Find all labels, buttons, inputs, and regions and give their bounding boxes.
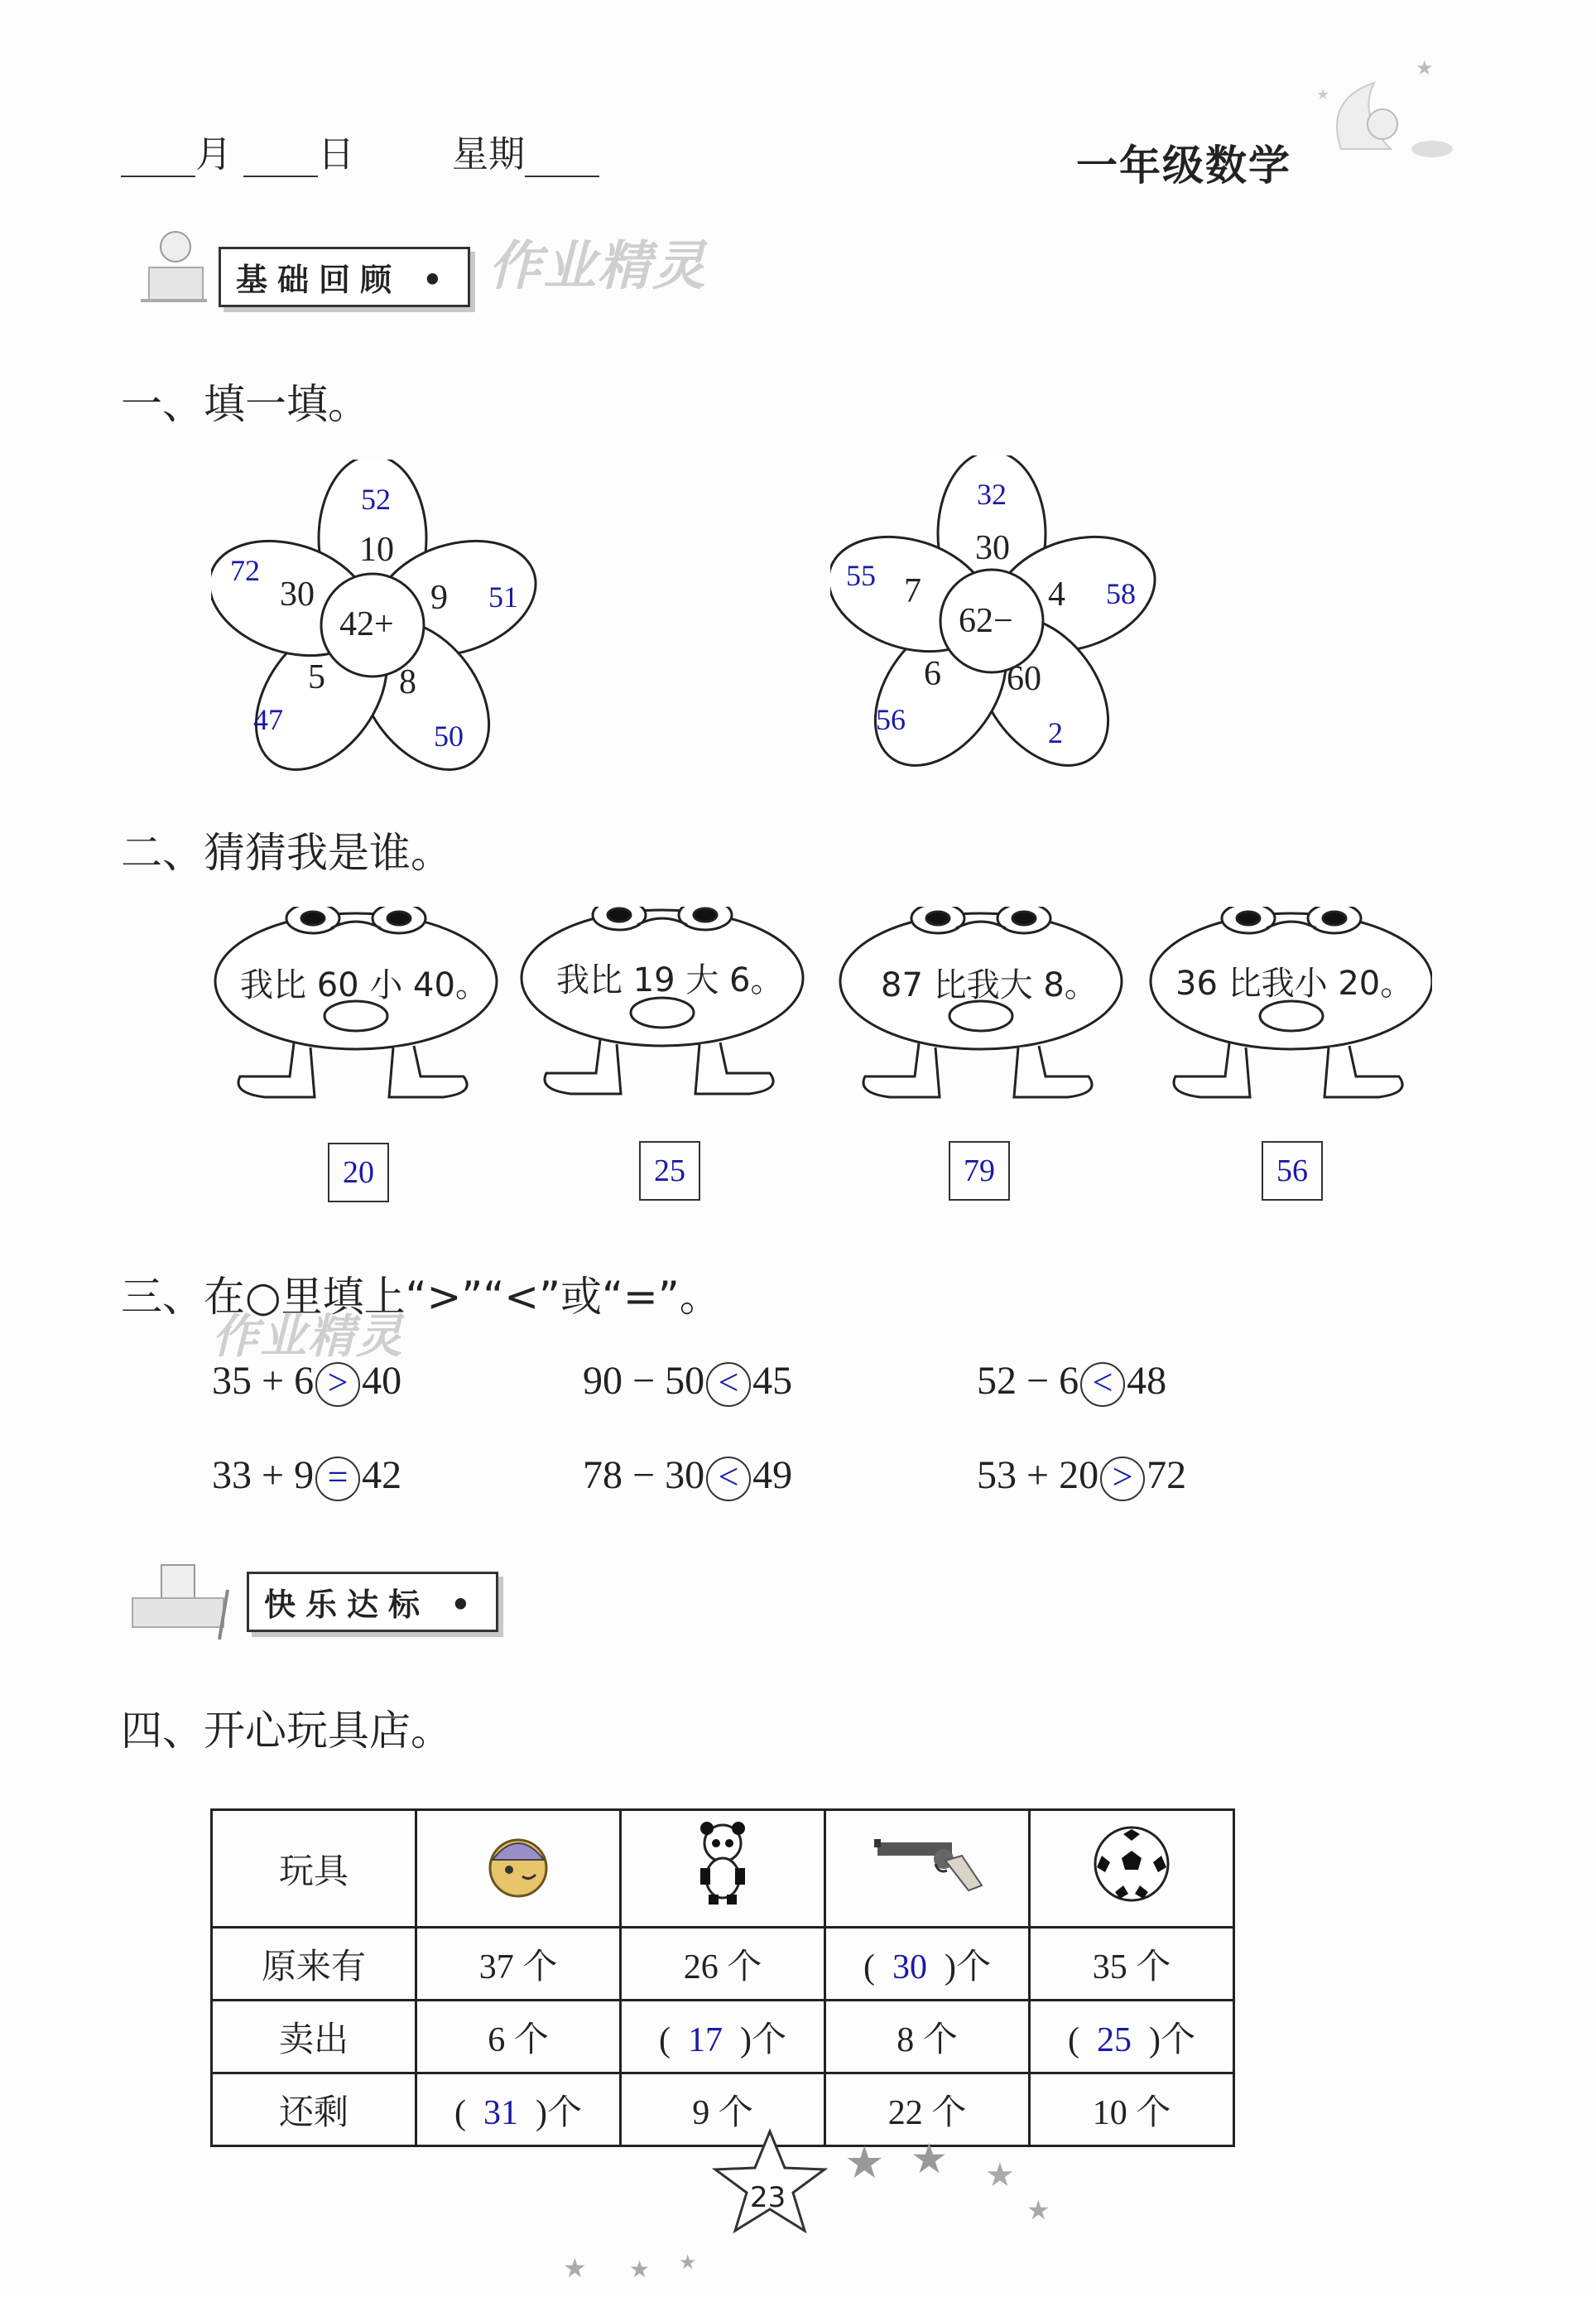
panda-toy-icon: [621, 1810, 825, 1928]
ball-toy-icon: [416, 1810, 621, 1928]
row-header: 卖出: [212, 2001, 416, 2073]
q3-title: 三、在○里填上“>”“<”或“=”。: [121, 1273, 721, 1321]
flower2-petal: 6: [924, 655, 941, 693]
stars-decoration-icon: [563, 2128, 1093, 2294]
table-cell: 6 个: [416, 2001, 621, 2073]
flower1-petal: 9: [430, 579, 448, 617]
month-blank[interactable]: [121, 139, 195, 177]
flower1-answer: 52: [361, 483, 391, 516]
answer-value: 31: [483, 2093, 518, 2132]
flower2-answer: 58: [1106, 577, 1136, 610]
frog-clue: 我比 60 小 40。: [240, 966, 488, 1004]
compare-circle[interactable]: >: [1100, 1457, 1145, 1501]
flower2-answer: 2: [1048, 716, 1063, 749]
answer-cell[interactable]: ( 25 )个: [1030, 2001, 1234, 2073]
compare-item: 35 + 6 > 40: [212, 1358, 401, 1407]
flower2-center: 62−: [959, 602, 1013, 640]
answer-value: 17: [687, 2020, 723, 2059]
answer-value: 25: [1096, 2020, 1132, 2059]
q2-title: 二、猜猜我是谁。: [121, 829, 452, 877]
svg-text:★: ★: [1316, 86, 1330, 104]
svg-text:★: ★: [1416, 56, 1434, 79]
table-cell: 22 个: [825, 2073, 1030, 2146]
table-cell: 9 个: [621, 2073, 825, 2146]
row-header: 玩具: [212, 1810, 416, 1928]
compare-circle[interactable]: <: [706, 1362, 751, 1407]
flower2-answer: 56: [876, 703, 906, 736]
answer-value: 30: [892, 1948, 927, 1986]
compare-item: 33 + 9 = 42: [212, 1452, 401, 1501]
flower1-petal: 5: [308, 658, 325, 696]
frogs-illustration: [207, 907, 1432, 1114]
answer-box[interactable]: 25: [639, 1141, 700, 1201]
section-tag-goal: 快乐达标 •: [247, 1572, 498, 1632]
compare-circle[interactable]: <: [1080, 1362, 1125, 1407]
gun-toy-icon: [825, 1810, 1030, 1928]
answer-box[interactable]: 79: [949, 1141, 1010, 1201]
moon-decoration-icon: [1291, 50, 1457, 166]
soccer-ball-icon: [1030, 1810, 1234, 1928]
q1-title: 一、填一填。: [121, 380, 369, 428]
robot-icon: [124, 1557, 248, 1640]
compare-item: 90 − 50 < 45: [583, 1358, 792, 1407]
watermark: 作业精灵: [212, 1310, 404, 1364]
flower2-answer: 55: [846, 559, 876, 592]
day-blank[interactable]: [243, 139, 318, 177]
answer-cell[interactable]: ( 31 )个: [416, 2073, 621, 2146]
compare-item: 53 + 20 > 72: [977, 1452, 1186, 1501]
flower1-answer: 51: [488, 580, 518, 614]
flower2-petal: 30: [975, 529, 1010, 567]
svg-text:★: ★: [985, 2156, 1015, 2194]
flower1-answer: 72: [230, 554, 260, 587]
compare-circle[interactable]: =: [315, 1457, 360, 1501]
flower2-answer: 32: [977, 478, 1007, 511]
svg-text:★: ★: [844, 2136, 885, 2189]
answer-cell[interactable]: ( 17 )个: [621, 2001, 825, 2073]
table-cell: 26 个: [621, 1928, 825, 2001]
watermark: 作业精灵: [488, 236, 707, 297]
section-tag-review: 基础回顾 •: [219, 247, 470, 307]
svg-text:★: ★: [679, 2251, 697, 2274]
table-cell: 35 个: [1030, 1928, 1234, 2001]
compare-circle[interactable]: <: [706, 1457, 751, 1501]
answer-box[interactable]: 56: [1262, 1141, 1323, 1201]
boy-reading-icon: [132, 222, 215, 313]
flower2-petal: 4: [1048, 575, 1065, 614]
flower1-answer: 50: [434, 720, 464, 753]
compare-item: 78 − 30 < 49: [583, 1452, 792, 1501]
compare-circle[interactable]: >: [315, 1362, 360, 1407]
weekday-blank[interactable]: [525, 139, 599, 177]
svg-text:★: ★: [563, 2252, 587, 2284]
flower1-petal: 10: [359, 531, 394, 569]
svg-text:★: ★: [1026, 2194, 1050, 2226]
svg-text:★: ★: [629, 2256, 651, 2283]
svg-text:★: ★: [911, 2135, 948, 2183]
q4-title: 四、开心玩具店。: [121, 1707, 452, 1755]
frog-clue: 87 比我大 8。: [881, 966, 1098, 1004]
flower2-petal: 7: [904, 572, 921, 610]
flower1-petal: 8: [399, 663, 416, 701]
book-title: 一年级数学: [1076, 142, 1291, 190]
flower1-center: 42+: [339, 605, 394, 643]
answer-cell[interactable]: ( 30 )个: [825, 1928, 1030, 2001]
compare-item: 52 − 6 < 48: [977, 1358, 1166, 1407]
table-cell: 37 个: [416, 1928, 621, 2001]
flower1-petal: 30: [280, 575, 315, 614]
table-cell: 8 个: [825, 2001, 1030, 2073]
toy-table: [210, 1808, 1235, 2147]
table-cell: 10 个: [1030, 2073, 1234, 2146]
frog-clue: 36 比我小 20。: [1175, 965, 1414, 1003]
flower2-petal: 60: [1007, 660, 1041, 698]
page-number: 23: [750, 2181, 786, 2214]
frog-clue: 我比 19 大 6。: [556, 961, 784, 999]
date-line: 月 日 星期: [121, 124, 599, 177]
row-header: 原来有: [212, 1928, 416, 2001]
row-header: 还剩: [212, 2073, 416, 2146]
answer-box[interactable]: 20: [328, 1143, 389, 1202]
flower1-answer: 47: [253, 703, 283, 736]
